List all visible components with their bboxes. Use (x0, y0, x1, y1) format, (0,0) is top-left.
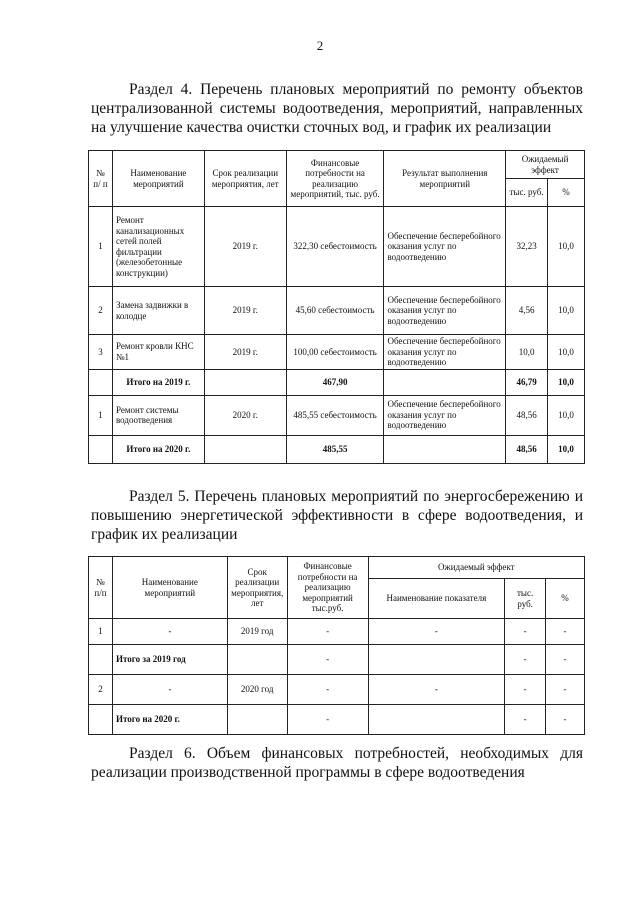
header-finance: Финансовые потребности на реализацию мероприятий, тыс. руб. (286, 151, 384, 207)
cell-finance: 485,55 себестоимость (286, 395, 384, 435)
total-thousand: - (505, 705, 546, 735)
section-6-heading: Раздел 6. Объем финансовых потребностей, необходимых для реализации производственной программы в сфере водоотведения (91, 745, 583, 781)
table-row (89, 619, 585, 645)
header-thousand: тыс. руб. (506, 179, 548, 207)
cell-term: 2020 год (227, 675, 287, 705)
table-row (89, 395, 585, 435)
cell-thousand: 32,23 (506, 207, 548, 287)
cell-thousand: 10,0 (506, 335, 548, 370)
total-label: Итого на 2020 г. (112, 705, 227, 735)
total-label: Итого за 2019 год (112, 645, 227, 675)
cell-percent: 10,0 (548, 207, 585, 287)
cell-result: Обеспечение бесперебойного оказания услуг по водоотведению (384, 395, 506, 435)
cell-finance: - (287, 675, 368, 705)
total-finance: - (287, 645, 368, 675)
cell-term: 2019 г. (204, 207, 286, 287)
total-thousand: 46,79 (506, 369, 548, 395)
cell-term: 2020 г. (204, 395, 286, 435)
cell-percent: - (546, 675, 585, 705)
cell-term: 2019 г. (204, 287, 286, 335)
cell-name: - (112, 675, 227, 705)
cell-num: 1 (89, 207, 113, 287)
cell-name: Ремонт канализационных сетей полей фильтрации (железобетонные конструкции) (112, 207, 204, 287)
table-row (89, 335, 585, 370)
header-effect: Ожидаемый эффект (368, 557, 584, 579)
total-percent: 10,0 (548, 369, 585, 395)
cell-thousand: - (505, 675, 546, 705)
cell-thousand: 48,56 (506, 395, 548, 435)
total-label: Итого на 2019 г. (112, 369, 204, 395)
cell-percent: - (546, 619, 585, 645)
cell-thousand: 4,56 (506, 287, 548, 335)
section-5-table (88, 556, 585, 735)
cell-result: Обеспечение бесперебойного оказания услуг по водоотведению (384, 335, 506, 370)
total-row (89, 645, 585, 675)
total-thousand: - (505, 645, 546, 675)
cell-indicator: - (368, 675, 505, 705)
total-percent: - (546, 705, 585, 735)
header-percent: % (548, 179, 585, 207)
header-thousand: тыс. руб. (505, 579, 546, 619)
total-finance: 467,90 (286, 369, 384, 395)
cell-percent: 10,0 (548, 287, 585, 335)
table-row (89, 675, 585, 705)
header-finance: Финансовые потребности на реализацию мероприятий тыс.руб. (287, 557, 368, 619)
header-term: Срок реализации мероприятия, лет (204, 151, 286, 207)
header-indicator: Наименование показателя (368, 579, 505, 619)
table-row (89, 207, 585, 287)
section-4-table (88, 150, 585, 464)
total-finance: 485,55 (286, 435, 384, 463)
cell-percent: 10,0 (548, 335, 585, 370)
cell-finance: - (287, 619, 368, 645)
cell-percent: 10,0 (548, 395, 585, 435)
cell-name: Ремонт системы водоотведения (112, 395, 204, 435)
cell-name: - (112, 619, 227, 645)
total-percent: 10,0 (548, 435, 585, 463)
header-name: Наименование мероприятий (112, 557, 227, 619)
cell-num: 1 (89, 619, 113, 645)
header-num: № п/п (89, 557, 113, 619)
total-row (89, 435, 585, 463)
total-thousand: 48,56 (506, 435, 548, 463)
section-5-heading: Раздел 5. Перечень плановых мероприятий по энергосбережению и повышению энергетической эффективности в сфере водоотведения, и график их реализации (91, 488, 583, 543)
cell-term: 2019 г. (204, 335, 286, 370)
cell-finance: 45,60 себестоимость (286, 287, 384, 335)
cell-thousand: - (505, 619, 546, 645)
cell-result: Обеспечение бесперебойного оказания услуг по водоотведению (384, 207, 506, 287)
cell-num: 2 (89, 675, 113, 705)
table-row (89, 287, 585, 335)
header-name: Наименование мероприятий (112, 151, 204, 207)
page-number: 2 (316, 38, 324, 53)
header-result: Результат выполнения мероприятий (384, 151, 506, 207)
header-percent: % (546, 579, 585, 619)
total-label: Итого на 2020 г. (112, 435, 204, 463)
cell-finance: 322,30 себестоимость (286, 207, 384, 287)
cell-indicator: - (368, 619, 505, 645)
total-row (89, 369, 585, 395)
total-percent: - (546, 645, 585, 675)
section-4-heading: Раздел 4. Перечень плановых мероприятий по ремонту объектов централизованной системы водоотведения, мероприятий, направленных на улучшение качества очистки сточных вод, и график их реализации (91, 81, 583, 136)
cell-finance: 100,00 себестоимость (286, 335, 384, 370)
total-row (89, 705, 585, 735)
header-num: № п/ п (89, 151, 113, 207)
cell-term: 2019 год (227, 619, 287, 645)
total-finance: - (287, 705, 368, 735)
cell-num: 1 (89, 395, 113, 435)
header-term: Срок реализации мероприятия, лет (227, 557, 287, 619)
cell-result: Обеспечение бесперебойного оказания услуг по водоотведению (384, 287, 506, 335)
cell-num: 3 (89, 335, 113, 370)
cell-name: Ремонт кровли КНС №1 (112, 335, 204, 370)
header-effect: Ожидаемый эффект (506, 151, 585, 179)
cell-name: Замена задвижки в колодце (112, 287, 204, 335)
cell-num: 2 (89, 287, 113, 335)
